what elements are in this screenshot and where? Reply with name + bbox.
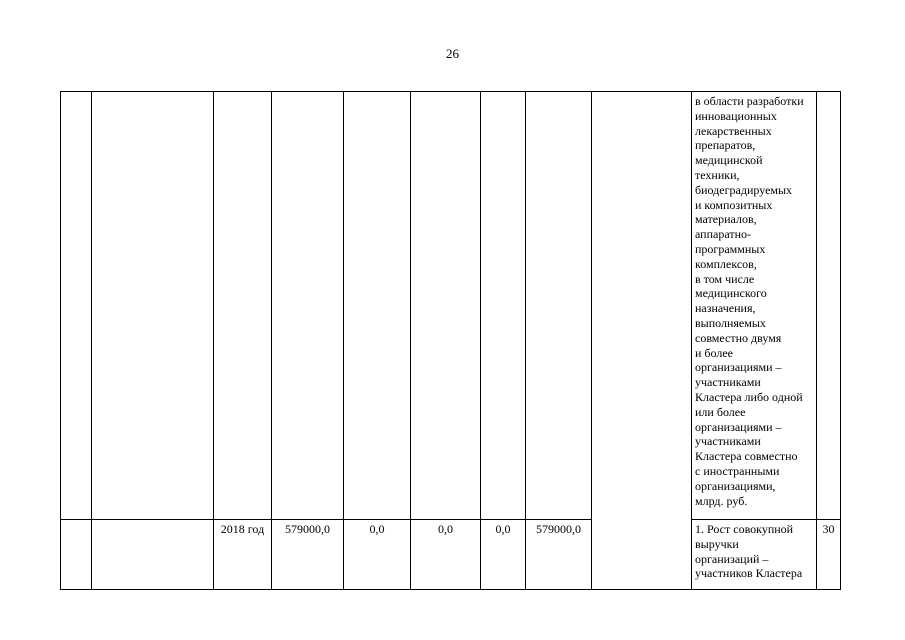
local-budget-cell: 0,0 <box>481 520 526 590</box>
indicator-line: в том числе <box>695 271 755 286</box>
period-cell <box>214 92 272 520</box>
federal-budget-cell <box>344 92 411 520</box>
indicator-line: выполняемых <box>695 315 766 330</box>
indicator-line: организациями, <box>695 478 776 493</box>
indicator-line: или более <box>695 404 746 419</box>
indicator-line: организациями – <box>695 360 782 375</box>
indicator-line: и более <box>695 345 734 360</box>
activity-name-cell <box>92 92 214 520</box>
indicator-line: материалов, <box>695 212 757 227</box>
indicator-line: назначения, <box>695 301 756 316</box>
indicator-line: аппаратно- <box>695 227 752 242</box>
regional-budget-cell: 0,0 <box>411 520 481 590</box>
indicator-line: и композитных <box>695 197 773 212</box>
indicator-line: 1. Рост совокупной <box>695 522 794 536</box>
executor-cell <box>592 92 692 590</box>
indicator-value-cell: 30 <box>817 520 841 590</box>
table-row-2018 <box>61 520 841 590</box>
indicator-line: биодеградируемых <box>695 182 793 197</box>
indicator-line: препаратов, <box>695 138 756 153</box>
indicator-line: совместно двумя <box>695 330 782 345</box>
indicator-line: участниками <box>695 375 761 390</box>
indicator-line: программных <box>695 241 766 256</box>
total-funding-cell <box>272 92 344 520</box>
indicator-line: лекарственных <box>695 123 772 138</box>
indicator-line: млрд. руб. <box>695 493 748 508</box>
row-number-cell <box>61 520 92 590</box>
indicator-value-cell <box>817 92 841 520</box>
indicator-line: в области разработки <box>695 94 804 108</box>
indicator-line: с иностранными <box>695 463 780 478</box>
indicator-line: техники, <box>695 167 740 182</box>
extrabudgetary-cell: 579000,0 <box>526 520 592 590</box>
program-table <box>60 91 841 590</box>
page-number: 26 <box>446 46 459 61</box>
indicator-line: инновационных <box>695 108 777 123</box>
indicator-name-cell <box>692 92 817 520</box>
year-cell: 2018 год <box>214 520 272 590</box>
federal-budget-cell: 0,0 <box>344 520 411 590</box>
table-row-continuation <box>61 92 841 520</box>
indicator-line: участников Кластера <box>695 566 803 581</box>
indicator-line: комплексов, <box>695 256 757 271</box>
total-funding-cell: 579000,0 <box>272 520 344 590</box>
extrabudgetary-cell <box>526 92 592 520</box>
indicator-line: медицинского <box>695 286 767 301</box>
indicator-line: Кластера совместно <box>695 449 798 464</box>
indicator-name-cell <box>692 520 817 590</box>
indicator-line: организаций – <box>695 551 769 566</box>
indicator-line: участниками <box>695 434 761 449</box>
indicator-line: Кластера либо одной <box>695 389 803 404</box>
activity-name-cell <box>92 520 214 590</box>
regional-budget-cell <box>411 92 481 520</box>
indicator-line: выручки <box>695 536 739 551</box>
indicator-line: медицинской <box>695 153 763 168</box>
indicator-line: организациями – <box>695 419 782 434</box>
local-budget-cell <box>481 92 526 520</box>
row-number-cell <box>61 92 92 520</box>
